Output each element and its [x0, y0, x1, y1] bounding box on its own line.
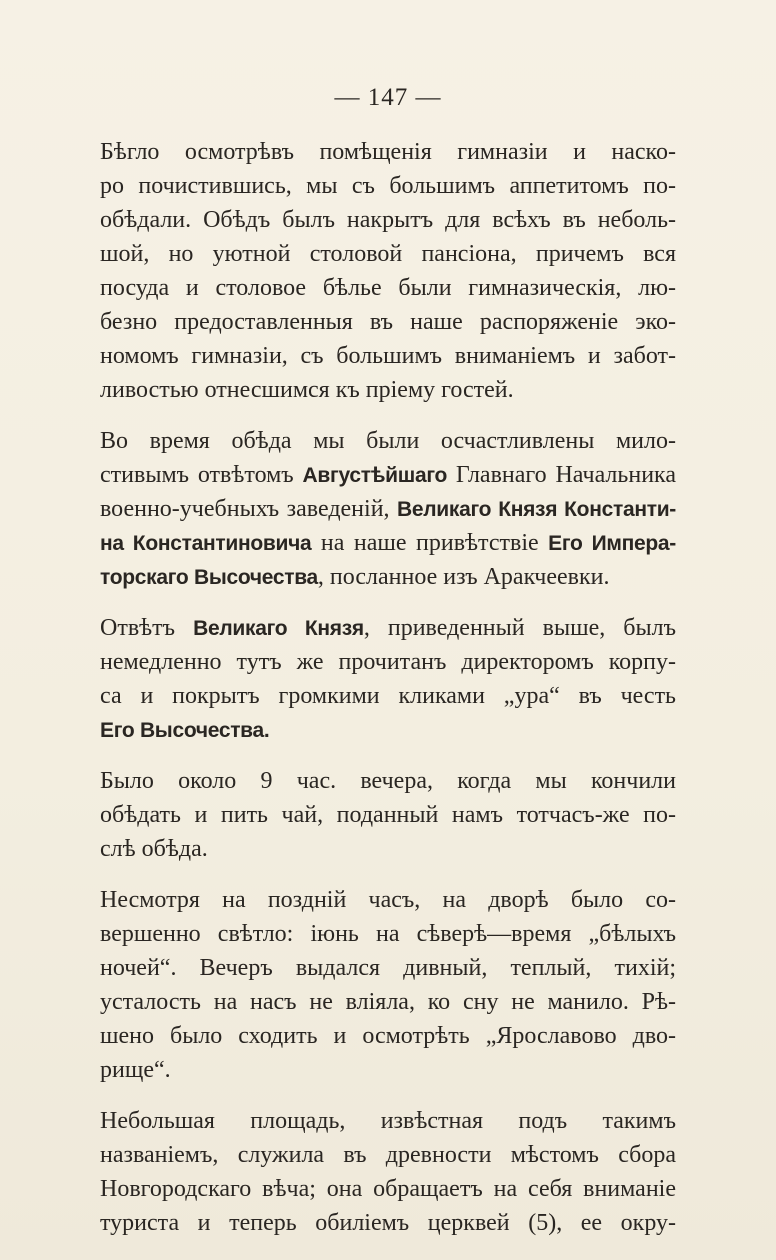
- text-run: ро почистившись, мы съ большимъ аппетитомъ по-: [100, 173, 676, 199]
- text-line: [100, 169, 676, 203]
- bold-text-run: Августѣйшаго: [302, 464, 448, 487]
- page-number: — 147 —: [334, 84, 442, 111]
- body-text: [100, 135, 676, 1257]
- text-line: [100, 798, 676, 832]
- text-run: Во время обѣда мы были осчастливлены мило-: [100, 428, 676, 454]
- text-run: Отвѣтъ: [100, 615, 194, 641]
- text-line: [100, 560, 676, 594]
- text-run: военно-учебныхъ заведеній,: [100, 496, 398, 522]
- bold-text-run: торскаго Высочества: [100, 566, 318, 589]
- text-run: стивымъ отвѣтомъ: [100, 462, 303, 488]
- text-line: [100, 713, 676, 747]
- text-line: [100, 611, 676, 645]
- text-line: [100, 271, 676, 305]
- text-line: [100, 458, 676, 492]
- text-run: усталость на насъ не вліяла, ко сну не манило. Рѣ-: [100, 989, 676, 1015]
- text-line: [100, 373, 676, 407]
- text-line: [100, 492, 676, 526]
- text-run: , посланное изъ Аракчеевки.: [317, 564, 610, 590]
- text-run: обѣдать и пить чай, поданный намъ тотчасъ-же по-: [100, 802, 676, 828]
- text-run: слѣ обѣда.: [100, 836, 208, 862]
- text-line: [100, 951, 676, 985]
- text-run: Несмотря на поздній часъ, на дворѣ было со-: [100, 887, 676, 913]
- text-run: рище“.: [100, 1057, 171, 1083]
- text-run: немедленно тутъ же прочитанъ директоромъ корпу-: [100, 649, 676, 675]
- paragraph: [100, 611, 676, 747]
- text-line: [100, 985, 676, 1019]
- text-line: [100, 339, 676, 373]
- text-line: [100, 203, 676, 237]
- text-line: [100, 1053, 676, 1087]
- text-line: [100, 1206, 676, 1240]
- text-run: шой, но уютной столовой пансіона, причемъ вся: [100, 241, 676, 267]
- text-line: [100, 764, 676, 798]
- paragraph: [100, 883, 676, 1087]
- text-run: названіемъ, служила въ древности мѣстомъ сбора: [100, 1142, 676, 1168]
- paragraph: [100, 764, 676, 866]
- text-run: вершенно свѣтло: іюнь на сѣверѣ—время „бѣлыхъ: [100, 921, 676, 947]
- text-run: номомъ гимназіи, съ большимъ вниманіемъ и забот-: [100, 343, 676, 369]
- text-line: [100, 526, 676, 560]
- text-run: са и покрытъ громкими кликами „ура“ въ честь: [100, 683, 676, 709]
- text-run: обѣдали. Обѣдъ былъ накрытъ для всѣхъ въ неболь-: [100, 207, 676, 233]
- text-run: на наше привѣтствіе: [311, 530, 549, 556]
- bold-text-run: Великаго Князя Константи-: [397, 498, 676, 521]
- paragraph: [100, 424, 676, 594]
- text-line: [100, 237, 676, 271]
- bold-text-run: Его Импера-: [548, 532, 676, 555]
- text-line: [100, 679, 676, 713]
- text-run: посуда и столовое бѣлье были гимназическія, лю-: [100, 275, 676, 301]
- text-run: Бѣгло осмотрѣвъ помѣщенія гимназіи и наско-: [100, 139, 676, 165]
- text-line: [100, 917, 676, 951]
- text-line: [100, 1172, 676, 1206]
- text-run: ливостью отнесшимся къ пріему гостей.: [100, 377, 514, 403]
- text-line: [100, 1138, 676, 1172]
- text-run: безно предоставленныя въ наше распоряженіе эко-: [100, 309, 676, 335]
- text-line: [100, 832, 676, 866]
- text-line: [100, 305, 676, 339]
- text-run: шено было сходить и осмотрѣть „Ярославово дво-: [100, 1023, 676, 1049]
- text-run: , приведенный выше, былъ: [363, 615, 676, 641]
- text-line: [100, 1104, 676, 1138]
- text-run: Новгородскаго вѣча; она обращаетъ на себя вниманіе: [100, 1176, 676, 1202]
- paragraph: [100, 135, 676, 407]
- text-run: Было около 9 час. вечера, когда мы кончили: [100, 768, 676, 794]
- text-run: Небольшая площадь, извѣстная подъ такимъ: [100, 1108, 676, 1134]
- text-line: [100, 1019, 676, 1053]
- text-run: ночей“. Вечеръ выдался дивный, теплый, тихій;: [100, 955, 676, 981]
- text-line: [100, 424, 676, 458]
- text-line: [100, 883, 676, 917]
- text-line: [100, 135, 676, 169]
- bold-text-run: Его Высочества.: [100, 719, 270, 742]
- text-run: туриста и теперь обиліемъ церквей (5), ее окру-: [100, 1210, 676, 1236]
- bold-text-run: Великаго Князя: [193, 617, 364, 640]
- bold-text-run: на Константиновича: [100, 532, 312, 555]
- text-line: [100, 645, 676, 679]
- text-run: Главнаго Начальника: [447, 462, 676, 488]
- paragraph: [100, 1104, 676, 1240]
